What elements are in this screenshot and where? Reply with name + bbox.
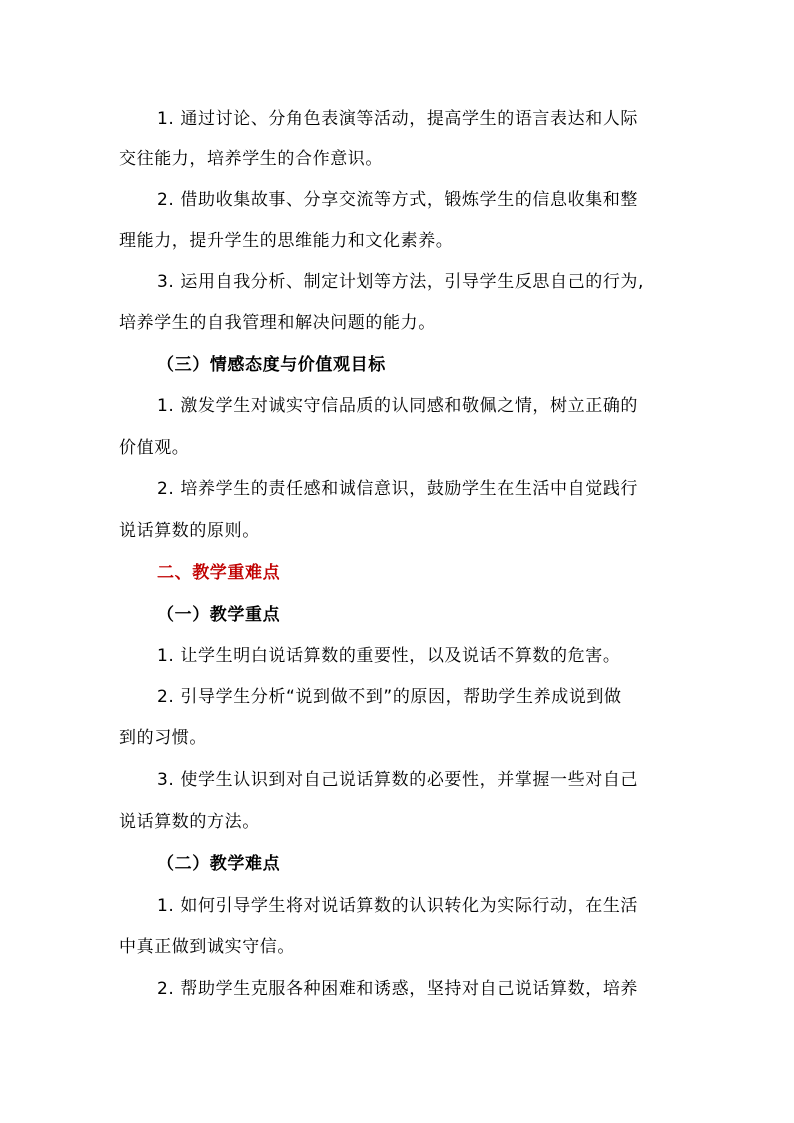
paragraph-emotion-1-line-1: 1. 激发学生对诚实守信品质的认同感和敬佩之情，树立正确的 [157, 396, 639, 416]
paragraph-emotion-2-line-1: 2. 培养学生的责任感和诚信意识，鼓励学生在生活中自觉践行 [157, 479, 639, 499]
paragraph-ability-3-line-1: 3. 运用自我分析、制定计划等方法，引导学生反思自己的行为, [157, 272, 645, 292]
heading-key-points: （一）教学重点 [157, 605, 281, 625]
paragraph-emotion-1-line-2: 价值观。 [119, 438, 190, 458]
paragraph-key-3-line-2: 说话算数的方法。 [119, 812, 260, 832]
paragraph-ability-1-line-1: 1. 通过讨论、分角色表演等活动，提高学生的语言表达和人际 [157, 109, 639, 129]
heading-emotion-goals: （三）情感态度与价值观目标 [157, 355, 386, 375]
paragraph-key-2-line-2: 到的习惯。 [119, 728, 207, 748]
paragraph-emotion-2-line-2: 说话算数的原则。 [119, 521, 260, 541]
heading-difficult-points: （二）教学难点 [157, 854, 281, 874]
paragraph-key-1-line-1: 1. 让学生明白说话算数的重要性，以及说话不算数的危害。 [157, 646, 621, 666]
paragraph-ability-2-line-2: 理能力，提升学生的思维能力和文化素养。 [119, 231, 454, 251]
paragraph-key-2-line-1: 2. 引导学生分析“说到做不到”的原因，帮助学生养成说到做 [157, 687, 622, 707]
section-two-heading: 二、教学重难点 [157, 563, 281, 583]
paragraph-ability-3-line-2: 培养学生的自我管理和解决问题的能力。 [119, 313, 436, 333]
paragraph-ability-2-line-1: 2. 借助收集故事、分享交流等方式，锻炼学生的信息收集和整 [157, 190, 639, 210]
paragraph-ability-1-line-2: 交往能力，培养学生的合作意识。 [119, 149, 383, 169]
paragraph-difficult-1-line-2: 中真正做到诚实守信。 [119, 937, 295, 957]
paragraph-difficult-1-line-1: 1. 如何引导学生将对说话算数的认识转化为实际行动，在生活 [157, 896, 639, 916]
paragraph-difficult-2-line-1: 2. 帮助学生克服各种困难和诱惑，坚持对自己说话算数，培养 [157, 979, 639, 999]
paragraph-key-3-line-1: 3. 使学生认识到对自己说话算数的必要性，并掌握一些对自己 [157, 770, 639, 790]
